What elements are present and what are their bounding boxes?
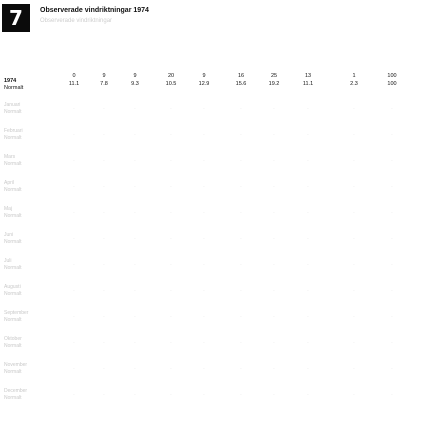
row-normal-label: Normalt (4, 265, 22, 271)
table-cell: · (240, 366, 242, 372)
row-normal-label: Normalt (4, 369, 22, 375)
table-cell: · (353, 184, 355, 190)
table-cell: · (353, 132, 355, 138)
column-header-observed: 25 (270, 73, 278, 79)
table-cell: · (170, 106, 172, 112)
table-cell: · (73, 392, 75, 398)
table-cell: · (391, 314, 393, 320)
table-cell: · (170, 314, 172, 320)
table-cell: · (170, 262, 172, 268)
table-cell: · (73, 106, 75, 112)
column-header-observed: 20 (167, 73, 175, 79)
table-cell: · (134, 106, 136, 112)
table-cell: · (240, 340, 242, 346)
table-row (0, 230, 424, 254)
table-cell: · (391, 340, 393, 346)
table-cell: · (73, 314, 75, 320)
table-cell: · (307, 184, 309, 190)
table-cell: · (353, 340, 355, 346)
row-month: Oktober (4, 336, 22, 342)
table-cell: · (391, 158, 393, 164)
table-cell: · (391, 184, 393, 190)
row-label (4, 362, 27, 376)
table-cell: · (240, 210, 242, 216)
table-cell: · (170, 132, 172, 138)
page-title: Observerade vindriktningar 1974 (40, 7, 149, 14)
table-cell: · (273, 132, 275, 138)
table-cell: · (134, 210, 136, 216)
table-cell: · (203, 392, 205, 398)
table-cell: · (391, 262, 393, 268)
table-cell: · (103, 106, 105, 112)
table-cell: · (273, 314, 275, 320)
table-cell: · (307, 314, 309, 320)
table-cell: · (170, 340, 172, 346)
table-cell: · (73, 262, 75, 268)
column-header (295, 72, 321, 88)
table-cell: · (391, 132, 393, 138)
table-cell: · (203, 210, 205, 216)
table-cell: · (307, 262, 309, 268)
table-cell: · (203, 132, 205, 138)
row-label (4, 388, 27, 402)
table-cell: · (73, 288, 75, 294)
column-header-normal: 2.3 (350, 81, 358, 87)
column-header-normal: 11.1 (68, 81, 80, 87)
table-cell: · (134, 158, 136, 164)
table-cell: · (103, 366, 105, 372)
table-cell: · (273, 210, 275, 216)
table-cell: · (134, 392, 136, 398)
column-header-normal: 100 (387, 81, 397, 87)
table-cell: · (103, 184, 105, 190)
normal-label: Normalt (4, 85, 24, 91)
table-cell: · (391, 106, 393, 112)
table-cell: · (240, 288, 242, 294)
row-month: Juli (4, 258, 12, 264)
column-header (191, 72, 217, 88)
table-row (0, 126, 424, 150)
table-cell: · (273, 262, 275, 268)
table-cell: · (353, 366, 355, 372)
row-month: Juni (4, 232, 14, 238)
table-cell: · (73, 184, 75, 190)
table-cell: · (73, 366, 75, 372)
table-cell: · (134, 132, 136, 138)
table-cell: · (134, 288, 136, 294)
table-cell: · (73, 132, 75, 138)
table-cell: · (307, 236, 309, 242)
column-header (61, 72, 87, 88)
table-cell: · (170, 210, 172, 216)
table-cell: · (240, 184, 242, 190)
row-month: November (4, 362, 28, 368)
table-cell: · (273, 184, 275, 190)
row-normal-label: Normalt (4, 213, 22, 219)
table-row (0, 204, 424, 228)
row-normal-label: Normalt (4, 343, 22, 349)
row-label (4, 258, 22, 272)
table-cell: · (273, 340, 275, 346)
table-cell: · (103, 392, 105, 398)
table-cell: · (391, 288, 393, 294)
table-cell: · (307, 340, 309, 346)
table-cell: · (203, 288, 205, 294)
table-cell: · (307, 132, 309, 138)
row-label (4, 284, 22, 298)
row-normal-label: Normalt (4, 161, 22, 167)
row-label (4, 336, 22, 350)
table-cell: · (134, 340, 136, 346)
column-header-normal: 15.6 (235, 81, 247, 87)
table-cell: · (103, 132, 105, 138)
table-cell: · (170, 158, 172, 164)
column-header-normal: 19.2 (268, 81, 280, 87)
column-header (122, 72, 148, 88)
row-month: Februari (4, 128, 23, 134)
table-cell: · (240, 158, 242, 164)
row-month: December (4, 388, 28, 394)
row-label (4, 128, 23, 142)
row-normal-label: Normalt (4, 187, 22, 193)
table-cell: · (240, 132, 242, 138)
table-cell: · (203, 158, 205, 164)
row-month: Augusti (4, 284, 21, 290)
column-header (158, 72, 184, 88)
table-cell: · (134, 366, 136, 372)
table-cell: · (307, 366, 309, 372)
row-normal-label: Normalt (4, 239, 22, 245)
table-cell: · (134, 314, 136, 320)
row-label (4, 310, 28, 324)
table-cell: · (103, 210, 105, 216)
table-row (0, 256, 424, 280)
table-cell: · (170, 236, 172, 242)
table-cell: · (73, 236, 75, 242)
table-cell: · (353, 158, 355, 164)
row-label (4, 154, 22, 168)
column-header (261, 72, 287, 88)
table-cell: · (134, 262, 136, 268)
column-header (379, 72, 405, 88)
row-normal-label: Normalt (4, 135, 22, 141)
table-cell: · (353, 236, 355, 242)
row-label (4, 232, 22, 246)
table-cell: · (103, 236, 105, 242)
table-cell: · (103, 262, 105, 268)
page-subtitle: Observerade vindriktningar (40, 18, 113, 24)
row-month: Mars (4, 154, 16, 160)
chapter-badge: 7 (2, 4, 30, 32)
table-cell: · (307, 392, 309, 398)
table-cell: · (391, 236, 393, 242)
table-cell: · (73, 340, 75, 346)
table-cell: · (73, 210, 75, 216)
table-cell: · (170, 392, 172, 398)
table-row (0, 334, 424, 358)
table-cell: · (273, 158, 275, 164)
table-cell: · (273, 106, 275, 112)
table-cell: · (203, 340, 205, 346)
table-cell: · (203, 184, 205, 190)
table-cell: · (203, 236, 205, 242)
row-normal-label: Normalt (4, 395, 22, 401)
table-row (0, 360, 424, 384)
table-cell: · (103, 314, 105, 320)
column-header (91, 72, 117, 88)
row-label (4, 180, 22, 194)
row-label (4, 206, 22, 220)
table-row (0, 282, 424, 306)
table-cell: · (273, 392, 275, 398)
column-header-normal: 12.9 (198, 81, 210, 87)
row-label (4, 102, 22, 116)
column-header-observed: 1 (352, 73, 356, 79)
table-cell: · (391, 392, 393, 398)
table-row (0, 178, 424, 202)
table-row (0, 308, 424, 332)
table-cell: · (273, 236, 275, 242)
row-month: Maj (4, 206, 13, 212)
column-header-observed: 0 (72, 73, 76, 79)
table-cell: · (240, 314, 242, 320)
table-cell: · (203, 314, 205, 320)
table-cell: · (307, 158, 309, 164)
table-cell: · (391, 210, 393, 216)
table-cell: · (170, 366, 172, 372)
row-month: Januari (4, 102, 21, 108)
table-cell: · (134, 184, 136, 190)
column-header-normal: 11.1 (302, 81, 314, 87)
row-normal-label: Normalt (4, 317, 22, 323)
table-row (0, 386, 424, 410)
table-cell: · (307, 288, 309, 294)
row-normal-label: Normalt (4, 291, 22, 297)
table-cell: · (203, 366, 205, 372)
table-cell: · (353, 210, 355, 216)
table-cell: · (307, 210, 309, 216)
table-cell: · (170, 184, 172, 190)
table-header-left (4, 78, 23, 92)
column-header-observed: 9 (202, 73, 206, 79)
table-cell: · (353, 262, 355, 268)
column-header-observed: 13 (304, 73, 312, 79)
table-row (0, 100, 424, 124)
table-cell: · (273, 366, 275, 372)
table-cell: · (240, 392, 242, 398)
table-cell: · (103, 158, 105, 164)
table-cell: · (353, 314, 355, 320)
table-cell: · (240, 106, 242, 112)
row-month: April (4, 180, 15, 186)
table-cell: · (391, 366, 393, 372)
column-header-observed: 9 (133, 73, 137, 79)
table-cell: · (203, 106, 205, 112)
table-cell: · (307, 106, 309, 112)
table-cell: · (73, 158, 75, 164)
column-header-normal: 7.8 (100, 81, 108, 87)
table-cell: · (353, 106, 355, 112)
table-cell: · (134, 236, 136, 242)
row-normal-label: Normalt (4, 109, 22, 115)
table-cell: · (103, 288, 105, 294)
table-cell: · (353, 392, 355, 398)
column-header (341, 72, 367, 88)
table-row (0, 152, 424, 176)
column-header-normal: 10.5 (165, 81, 177, 87)
table-cell: · (240, 236, 242, 242)
column-header-normal: 9.3 (131, 81, 139, 87)
table-cell: · (103, 340, 105, 346)
table-cell: · (240, 262, 242, 268)
column-header-observed: 16 (237, 73, 245, 79)
table-cell: · (170, 288, 172, 294)
year-label: 1974 (4, 78, 17, 84)
table-cell: · (353, 288, 355, 294)
column-header (228, 72, 254, 88)
table-cell: · (203, 262, 205, 268)
column-header-observed: 100 (387, 73, 397, 79)
table-cell: · (273, 288, 275, 294)
column-header-observed: 9 (102, 73, 106, 79)
row-month: September (4, 310, 29, 316)
